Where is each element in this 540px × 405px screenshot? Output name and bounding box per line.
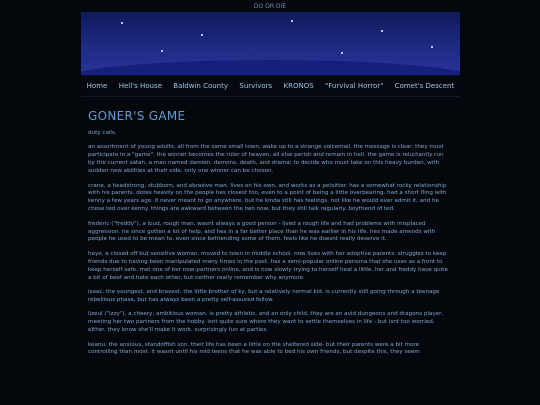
page-title: GONER'S GAME [88,109,186,123]
main-nav [81,76,460,97]
paragraph: crane, a headstrong, stubborn, and abrasive man. lives on his own, and works as a petsitter. has a somewhat rocky relationship with his parents. dotes heavily on the people hes closest too, even to a point of being a little overbearing. had a short fling with kenny a few years ago. it never meant to go anywhere, but he kinda still has feelings. not like he would ever admit it, and he chose ted over kenny. things are awkward between the two now, but they still talk regularly. boyfriend of ted. [88,182,447,213]
banner-hill [81,60,460,76]
nav-item-baldwin-county[interactable]: Baldwin County [173,82,229,90]
paragraph: an assortment of young adults, all from the same small town, wake up to a strange voicemail. the message is clear: they must participate in a "game", the winner becomes the ruler of heaven, all else perish and remain in hell. the game is reluctantly run by the current satan, a man named damien. demons, death, and drama; to decide who must take on this heavy burden, with sudden new abilities at their side. only one winner can be chosen. [88,144,444,175]
nav-item-hells-house[interactable]: Hell's House [118,82,162,90]
page-body [88,130,450,364]
top-link[interactable]: DO OR DIE [253,3,287,10]
nav-item-comets-descent[interactable]: Comet's Descent [394,82,455,90]
paragraph: duty calls. [88,130,117,136]
paragraph: frederic ("freddy"), a loud, rough man. wasnt always a good person - lived a rough life and had problems with misplaced aggression. he since gotten a lot of help, and hes in a far better place than he was earlier in his life. hes made amends with people he used to be mean to, even since befriending some of them. feels like he doesnt really deserve it. [88,220,436,243]
top-bar [0,0,540,12]
nav-item-kronos[interactable]: KRONOS [283,82,314,90]
paragraph: lizeul ("izzy"), a cheery, ambitious woman. is pretty athletic, and an only child. they are an avid dungeons and dragons player, meeting her two partners from the hobby. isnt quite sure where they want to settle themselves in life - but isnt too worried, either. they know she'll make it work. surprisingly fun at parties. [88,311,444,334]
nav-item-furvival-horror[interactable]: "Furvival Horror" [325,82,384,90]
nav-item-home[interactable]: Home [86,82,108,90]
paragraph: keanu, the anxious, standoffish son. their life has been a little on the sheltered side- but their parents were a bit more controlling than most. it wasnt until his mid teens that he was able to bed his own friends, but despite this, they seem [88,341,420,356]
paragraph: haye, a closed off but sensitive woman. moved to town in middle school. now lives with her adoptive parents. struggles to keep friends due to having been manipulated many times in the past. has a semi-popular online persona that she uses as a front to keep herself safe. met one of her now-partners online, and is now slowly trying to herself heal a little. her and freddy have quite a bit of beef and hate each other, but neither really remember why anymore. [88,250,448,281]
header-banner [81,12,460,76]
nav-item-survivors[interactable]: Survivors [239,82,273,90]
main-content [81,97,460,405]
paragraph: isaac, the youngest, and bravest. the little brother of ky, but a relatively normal kid. is currently still going through a teenage rebellious phase, but has always been a pretty self-assured fellow. [88,289,440,303]
